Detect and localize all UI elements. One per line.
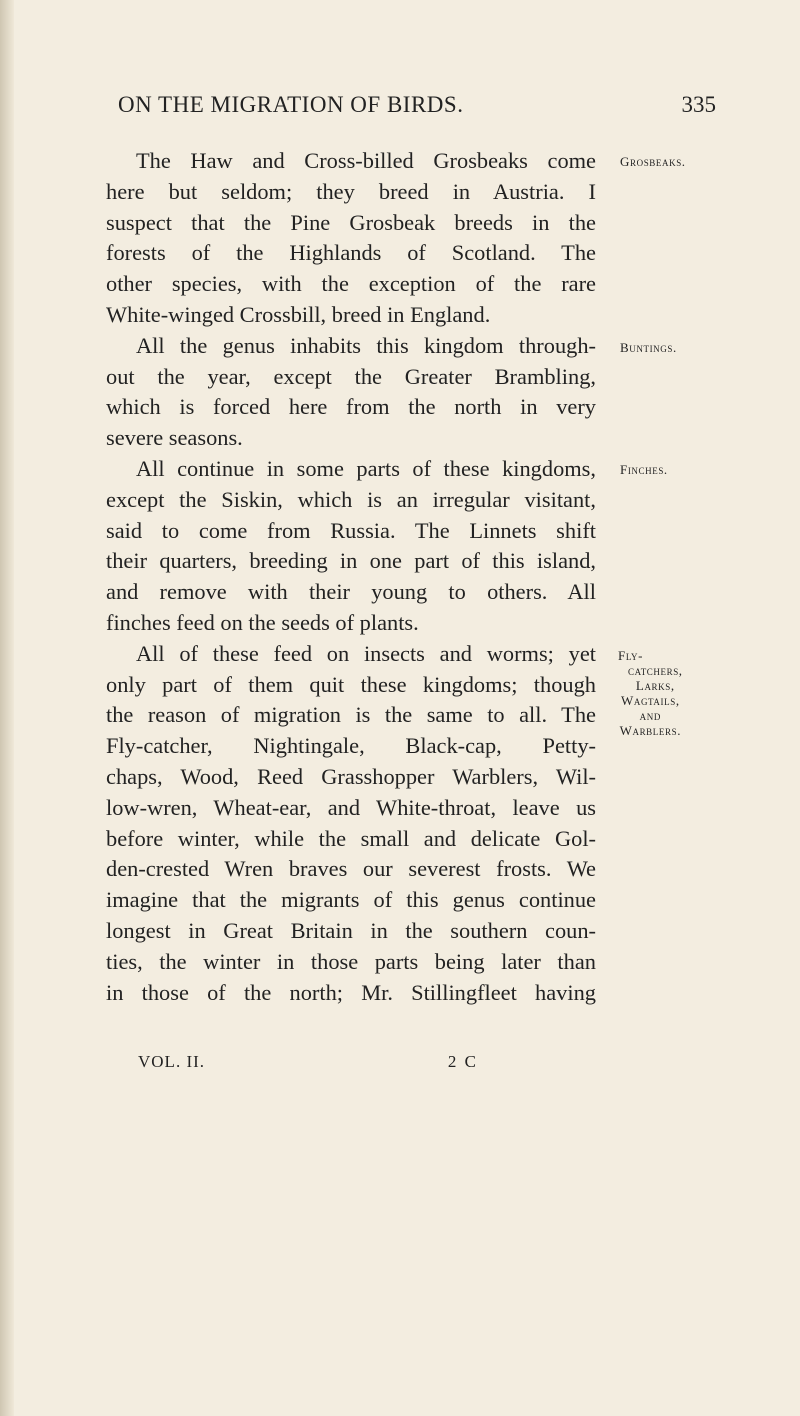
text-line: other species, with the exception of the rare [106,271,596,297]
text-line: The Haw and Cross-billed Grosbeaks come [136,148,596,173]
margin-note-warblers [618,648,683,738]
text-line: All the genus inhabits this kingdom through- [136,332,596,358]
text-line: forests of the Highlands of Scotland. The [106,240,596,266]
text-line: and remove with their young to others. All [106,579,596,605]
margin-note-text: Grosbeaks. [620,154,686,169]
text-line: in those of the north; Mr. Stillingfleet having [106,979,596,1005]
text-line: White-winged Crossbill, breed in England. [106,301,491,327]
text-line: Fly-catcher, Nightingale, Black-cap, Petty- [106,733,596,759]
volume-label: VOL. II. [138,1052,206,1071]
margin-note-finches [620,462,668,477]
margin-note-line: Larks, [635,678,675,693]
margin-note-line: Warblers. [619,723,682,738]
margin-note-line: catchers, [628,663,683,678]
margin-note-line: and [639,708,661,723]
text-line: their quarters, breeding in one part of this island, [106,548,596,574]
text-line: suspect that the Pine Grosbeak breeds in the [106,209,596,235]
text-line: the reason of migration is the same to all. The [106,702,596,728]
margin-note-line: Wagtails, [620,693,680,708]
margin-note-text: Buntings. [620,340,677,355]
running-head [118,92,716,128]
text-line: said to come from Russia. The Linnets shift [106,517,596,543]
margin-note-line: Fly- [618,648,644,663]
text-line: All continue in some parts of these kingdoms, [136,455,596,481]
signature-mark: 2 C [447,1052,478,1071]
text-line: before winter, while the small and delicate Gol- [106,825,596,851]
text-line: low-wren, Wheat-ear, and White-throat, leave us [106,794,596,820]
text-line: out the year, except the Greater Brambling, [106,363,596,389]
running-head-title: ON THE MIGRATION OF BIRDS. [118,92,464,117]
text-line: severe seasons. [106,425,243,451]
text-line: chaps, Wood, Reed Grasshopper Warblers, Wil- [106,763,596,789]
text-line: den-crested Wren braves our severest frosts. We [106,856,596,882]
margin-note-grosbeaks [620,154,686,169]
body-text [106,146,596,1008]
margin-note-text: Finches. [620,462,668,477]
text-line: only part of them quit these kingdoms; though [106,671,596,697]
text-line: longest in Great Britain in the southern coun- [106,917,596,943]
page-number: 335 [681,92,716,117]
text-line: imagine that the migrants of this genus continue [106,887,596,913]
page-binding-shadow [0,0,14,1416]
text-line: here but seldom; they breed in Austria. I [106,178,596,204]
text-line: which is forced here from the north in very [106,394,596,420]
margin-note-buntings [620,340,677,355]
page-footer [138,1052,478,1076]
text-line: ties, the winter in those parts being later than [106,948,596,974]
text-line: except the Siskin, which is an irregular visitant, [106,486,596,512]
text-line: finches feed on the seeds of plants. [106,609,419,635]
text-line: All of these feed on insects and worms; yet [136,640,596,666]
